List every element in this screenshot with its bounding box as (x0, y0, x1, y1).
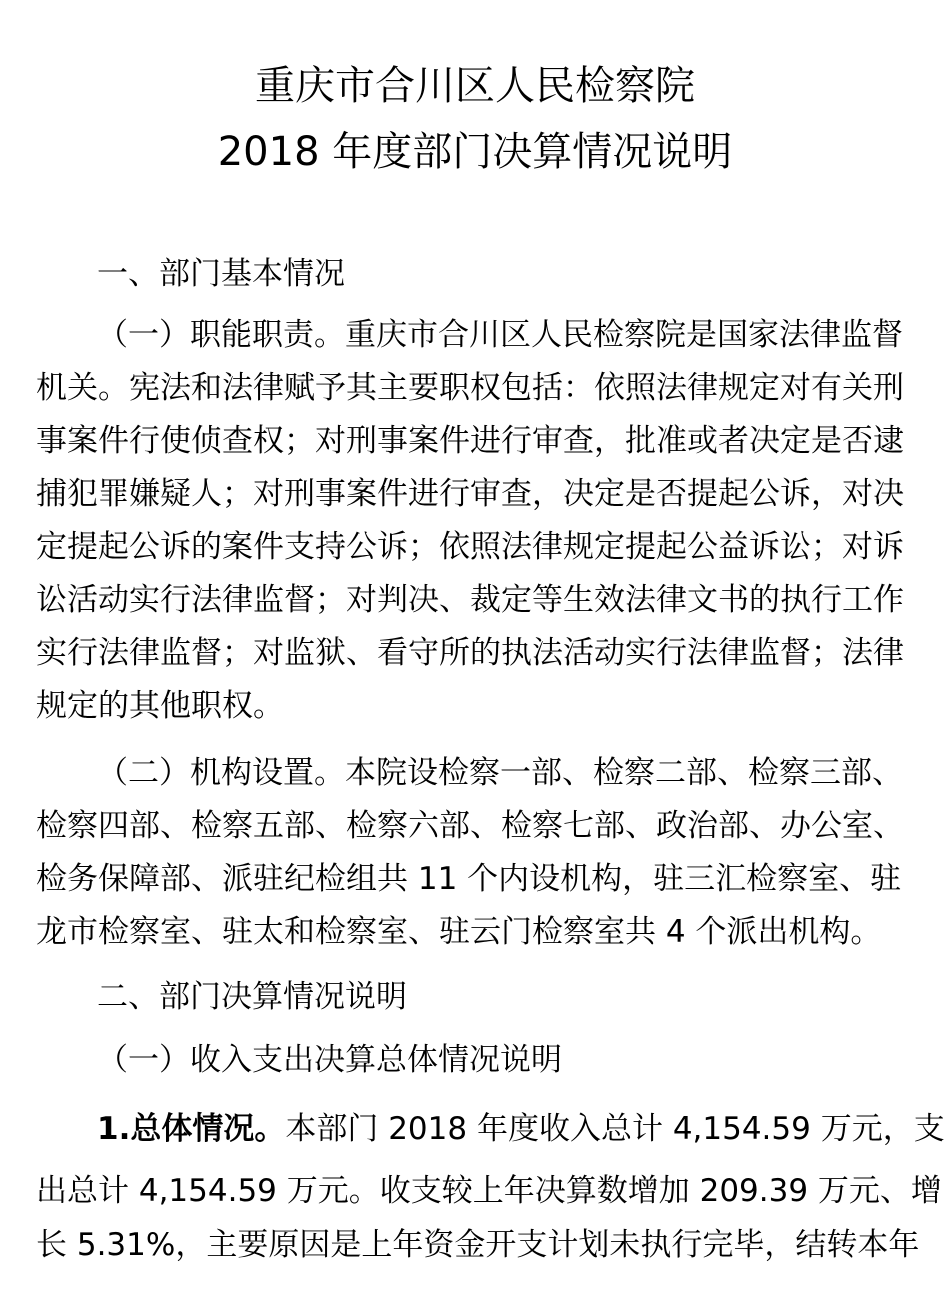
paragraph-line: 龙市检察室、驻太和检察室、驻云门检察室共 4 个派出机构。 (36, 914, 882, 950)
paragraph-line (97, 1109, 945, 1149)
paragraph-line: 定提起公诉的案件支持公诉；依照法律规定提起公益诉讼；对诉 (36, 529, 904, 565)
paragraph-lead: 1.总体情况。 (97, 1111, 286, 1147)
subsection-label-organization: （二）机构设置。 (97, 755, 345, 791)
paragraph-line: 出总计 4,154.59 万元。收支较上年决算数增加 209.39 万元、增 (36, 1173, 942, 1209)
paragraph-line: 事案件行使侦查权；对刑事案件进行审查，批准或者决定是否逮 (36, 423, 904, 459)
paragraph-line: 实行法律监督；对监狱、看守所的执法活动实行法律监督；法律 (36, 635, 904, 671)
subsection-label-functions: （一）职能职责。 (97, 317, 345, 353)
paragraph-line (97, 315, 903, 355)
section-heading-2: 二、部门决算情况说明 (97, 979, 407, 1015)
paragraph-line (97, 753, 903, 793)
paragraph-text: 本部门 2018 年度收入总计 4,154.59 万元，支 (285, 1111, 945, 1147)
paragraph-text: 本院设检察一部、检察二部、检察三部、 (345, 755, 903, 791)
paragraph-line: 讼活动实行法律监督；对判决、裁定等生效法律文书的执行工作 (36, 582, 904, 618)
document-title-line1: 重庆市合川区人民检察院 (255, 63, 695, 109)
paragraph-line: 捕犯罪嫌疑人；对刑事案件进行审查，决定是否提起公诉，对决 (36, 476, 904, 512)
paragraph-line: 机关。宪法和法律赋予其主要职权包括：依照法律规定对有关刑 (36, 370, 904, 406)
paragraph-line: 长 5.31%，主要原因是上年资金开支计划未执行完毕，结转本年 (36, 1227, 920, 1263)
paragraph-line: 规定的其他职权。 (36, 688, 284, 724)
section-heading-1: 一、部门基本情况 (97, 256, 345, 292)
paragraph-line: 检务保障部、派驻纪检组共 11 个内设机构，驻三汇检察室、驻 (36, 861, 902, 897)
paragraph-text: 重庆市合川区人民检察院是国家法律监督 (345, 317, 903, 353)
paragraph-line: 检察四部、检察五部、检察六部、检察七部、政治部、办公室、 (36, 808, 904, 844)
document-title-line2: 2018 年度部门决算情况说明 (217, 129, 733, 175)
subsection-heading: （一）收入支出决算总体情况说明 (97, 1042, 562, 1078)
